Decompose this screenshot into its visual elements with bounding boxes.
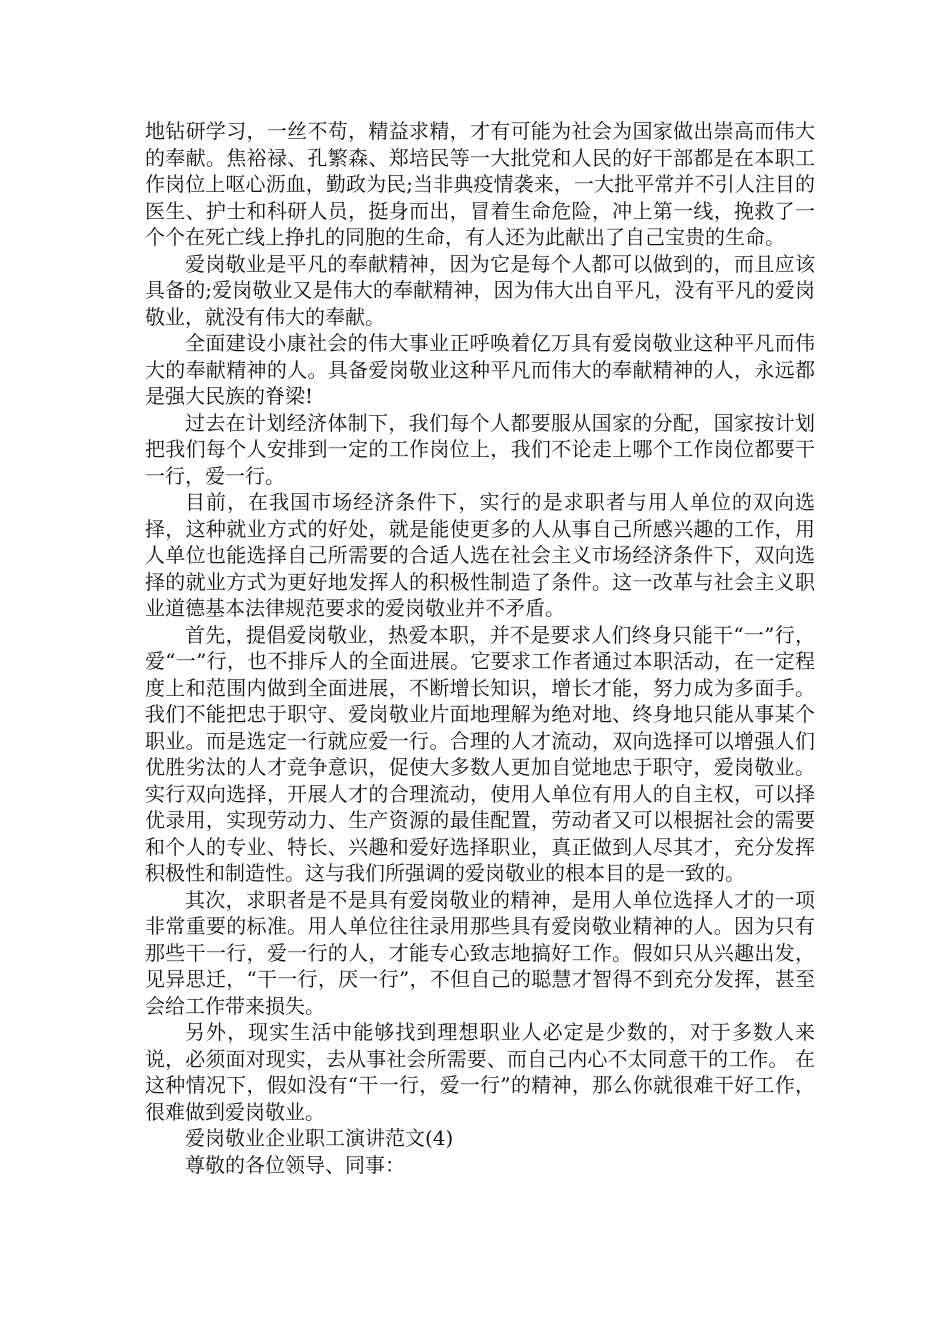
paragraph-1: 地钻研学习，一丝不苟，精益求精，才有可能为社会为国家做出崇高而伟大的奉献。焦裕禄、孔繁森、郑培民等一大批党和人民的好干部都是在本职工作岗位上呕心沥血，勤政为民;当非典疫情袭来，一大批平常并不引人注目的医生、护士和科研人员，挺身而出，冒着生命危险，冲上第一线，挽救了一个个在死亡线上挣扎的同胞的生命，有人还为此献出了自己宝贵的生命。 xyxy=(145,119,815,249)
paragraph-6: 首先，提倡爱岗敬业，热爱本职，并不是要求人们终身只能干“一”行，爱“一”行，也不排斥人的全面进展。它要求工作者通过本职活动，在一定程度上和范围内做到全面进展，不断增长知识，增长才能，努力成为多面手。我们不能把忠于职守、爱岗敬业片面地理解为绝对地、终身地只能从事某个职业。而是选定一行就应爱一行。合理的人才流动，双向选择可以增强人们优胜劣汰的人才竞争意识，促使大多数人更加自觉地忠于职守，爱岗敬业。实行双向选择，开展人才的合理流动，使用人单位有用人的自主权，可以择优录用，实现劳动力、生产资源的最佳配置，劳动者又可以根据社会的需要和个人的专业、特长、兴趣和爱好选择职业，真正做到人尽其才，充分发挥积极性和制造性。这与我们所强调的爱岗敬业的根本目的是一致的。 xyxy=(145,622,815,885)
paragraph-8: 另外，现实生活中能够找到理想职业人必定是少数的，对于多数人来说，必须面对现实，去从事社会所需要、而自己内心不太同意干的工作。 在这种情况下，假如没有“干一行，爱一行”的精神，那么你就很难干好工作，很难做到爱岗敬业。 xyxy=(145,1020,815,1124)
document-body xyxy=(145,118,815,1178)
paragraph-3: 全面建设小康社会的伟大事业正呼唤着亿万具有爱岗敬业这种平凡而伟大的奉献精神的人。具备爱岗敬业这种平凡而伟大的奉献精神的人，永远都是强大民族的脊梁! xyxy=(145,331,815,408)
paragraph-5: 目前，在我国市场经济条件下，实行的是求职者与用人单位的双向选择，这种就业方式的好处，就是能使更多的人从事自己所感兴趣的工作，用人单位也能选择自己所需要的合适人选在社会主义市场经济条件下，双向选择的就业方式为更好地发挥人的积极性制造了条件。这一改革与社会主义职业道德基本法律规范要求的爱岗敬业并不矛盾。 xyxy=(145,490,815,620)
section-heading: 爱岗敬业企业职工演讲范文(4) xyxy=(185,1126,454,1150)
paragraph-4: 过去在计划经济体制下，我们每个人都要服从国家的分配，国家按计划把我们每个人安排到一定的工作岗位上，我们不论走上哪个工作岗位都要干一行，爱一行。 xyxy=(145,410,815,488)
paragraph-7: 其次，求职者是不是具有爱岗敬业的精神，是用人单位选择人才的一项非常重要的标准。用人单位往往录用那些具有爱岗敬业精神的人。因为只有那些干一行，爱一行的人，才能专心致志地搞好工作。假如只从兴趣出发，见异思迁，“干一行，厌一行”，不但自己的聪慧才智得不到充分发挥，甚至会给工作带来损失。 xyxy=(145,887,815,1018)
paragraph-2: 爱岗敬业是平凡的奉献精神，因为它是每个人都可以做到的，而且应该具备的;爱岗敬业又是伟大的奉献精神，因为伟大出自平凡，没有平凡的爱岗敬业，就没有伟大的奉献。 xyxy=(145,251,815,329)
salutation: 尊敬的各位领导、同事： xyxy=(185,1152,405,1177)
